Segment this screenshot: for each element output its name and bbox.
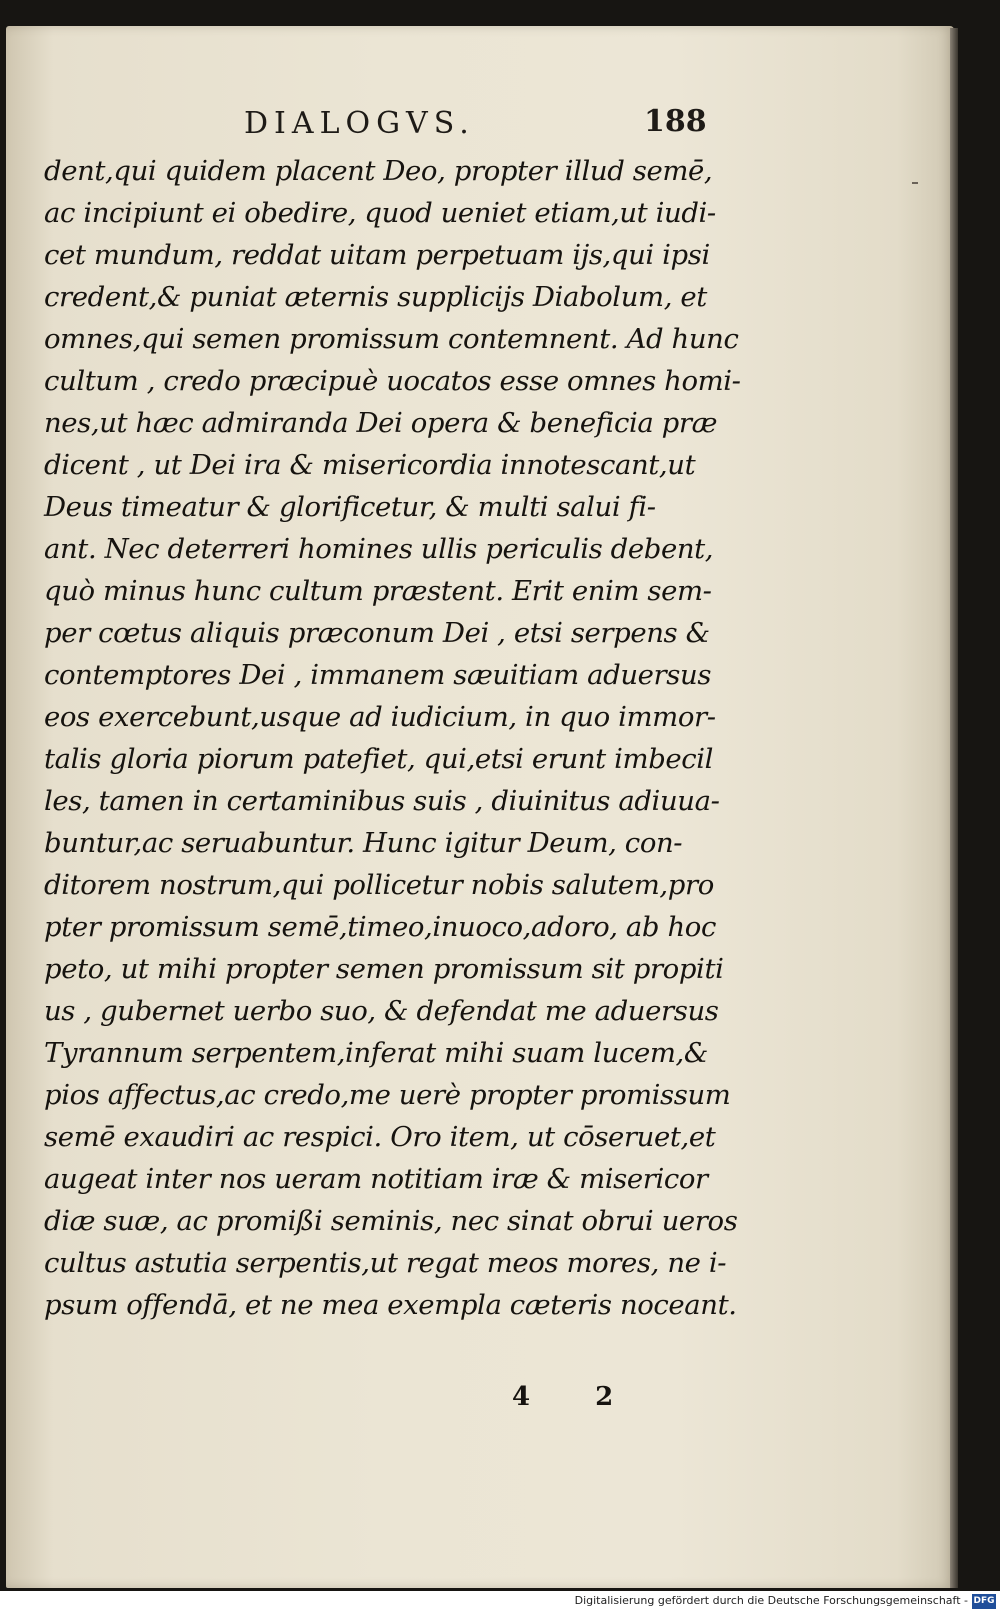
text-line: nes,ut hæc admiranda Dei opera & beneficia præ bbox=[44, 407, 718, 439]
text-line: contemptores Dei , immanem sæuitiam aduersus bbox=[44, 659, 712, 691]
text-line: pter promissum semē,timeo,inuoco,adoro, ab hoc bbox=[44, 911, 716, 943]
text-line: cultum , credo præcipuè uocatos esse omnes homi- bbox=[44, 365, 741, 397]
page-number: 188 bbox=[644, 104, 707, 139]
running-head: DIALOGVS. bbox=[244, 106, 475, 141]
text-line: ac incipiunt ei obedire, quod ueniet etiam,ut iudi- bbox=[44, 197, 716, 229]
text-line: cultus astutia serpentis,ut regat meos mores, ne i- bbox=[44, 1247, 727, 1279]
text-line: peto, ut mihi propter semen promissum sit propiti bbox=[44, 953, 724, 985]
text-line: buntur,ac seruabuntur. Hunc igitur Deum, con- bbox=[44, 827, 683, 859]
text-line: ditorem nostrum,qui pollicetur nobis salutem,pro bbox=[44, 869, 714, 901]
text-line: psum offendā, et ne mea exempla cæteris noceant. bbox=[44, 1289, 737, 1321]
text-line: diæ suæ, ac promißi seminis, nec sinat obrui ueros bbox=[44, 1205, 738, 1237]
page-header bbox=[0, 84, 1000, 141]
body-text bbox=[44, 150, 741, 1326]
text-line: les, tamen in certaminibus suis , diuinitus adiuua- bbox=[44, 785, 720, 817]
text-line: augeat inter nos ueram notitiam iræ & misericor bbox=[44, 1163, 708, 1195]
text-line: talis gloria piorum patefiet, qui,etsi erunt imbecil bbox=[44, 743, 714, 775]
text-line: Tyrannum serpentem,inferat mihi suam lucem,& bbox=[44, 1037, 708, 1069]
text-line: dicent , ut Dei ira & misericordia innotescant,ut bbox=[44, 449, 696, 481]
text-line: pios affectus,ac credo,me uerè propter promissum bbox=[44, 1079, 731, 1111]
text-line: quò minus hunc cultum præstent. Erit enim sem- bbox=[44, 575, 712, 607]
page-edge bbox=[950, 28, 958, 1588]
text-line: us , gubernet uerbo suo, & defendat me aduersus bbox=[44, 995, 719, 1027]
text-line: dent,qui quidem placent Deo, propter illud semē, bbox=[44, 155, 713, 187]
text-line: cet mundum, reddat uitam perpetuam ijs,qui ipsi bbox=[44, 239, 710, 271]
text-line: eos exercebunt,usque ad iudicium, in quo immor- bbox=[44, 701, 716, 733]
text-line: Deus timeatur & glorificetur, & multi salui fi- bbox=[44, 491, 656, 523]
text-line: per cœtus aliquis præconum Dei , etsi serpens & bbox=[44, 617, 710, 649]
funding-credit: Digitalisierung gefördert durch die Deutsche Forschungsgemeinschaft - bbox=[574, 1594, 968, 1607]
text-line: ant. Nec deterreri homines ullis periculis debent, bbox=[44, 533, 714, 565]
margin-mark bbox=[912, 182, 918, 184]
dfg-logo-icon: DFG bbox=[972, 1594, 996, 1609]
text-line: omnes,qui semen promissum contemnent. Ad hunc bbox=[44, 323, 739, 355]
footer-bar bbox=[0, 1591, 1000, 1613]
signature-mark: 4 2 bbox=[512, 1382, 642, 1412]
text-line: credent,& puniat æternis supplicijs Diabolum, et bbox=[44, 281, 707, 313]
text-line: semē exaudiri ac respici. Oro item, ut cōseruet,et bbox=[44, 1121, 716, 1153]
